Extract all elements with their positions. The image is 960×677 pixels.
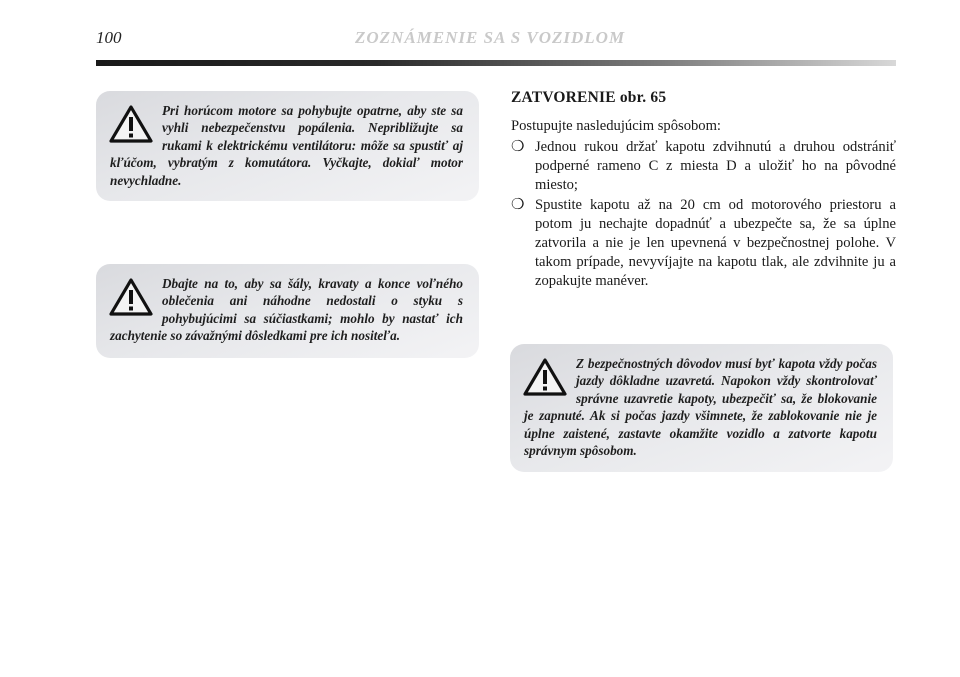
warning-box-hood-locked [510,344,893,472]
warning-text: Z bezpečnostných dôvodov musí byť kapota vždy počas jazdy dôkladne uzavretá. Napokon vždy skontrolovať správne uzavretie kapoty, ubezpečiť sa, že blokovanie je zapnuté. Ak si počas jazdy všimnete, že zablokovanie nie je úplne zaistené, zastavte okamžite vozidlo a zatvorte kapotu správnym spôsobom. [524,356,877,459]
section-title: ZOZNÁMENIE SA S VOZIDLOM [355,28,626,47]
page-number: 100 [96,28,122,47]
list-item [511,196,896,291]
warning-box-loose-clothing [96,264,479,358]
closing-intro: Postupujte nasledujúcim spôsobom: [511,118,721,134]
warning-text: Dbajte na to, aby sa šály, kravaty a konce voľného oblečenia ani náhodne nedostali o styku s pohybujúcimi sa súčiastkami; mohlo by nastať ich zachytenie so závažnými dôsledkami pre ich nositeľa. [110,276,463,344]
step-text: Spustite kapotu až na 20 cm od motorového priestoru a potom ju nechajte dopadnúť a ubezpečte sa, že sa úplne zatvorila a nie je len upevnená v bezpečnostnej polohe. V takom prípade, nevyvíjajte na kapotu tlak, ale zdvihnite ju a zopakujte manéver. [535,197,896,289]
warning-triangle-icon [522,357,568,401]
header-rule [96,60,896,66]
bullet-circle-icon: ❍ [511,139,525,155]
warning-box-hot-engine [96,91,479,201]
closing-steps [511,138,896,291]
warning-text: Pri horúcom motore sa pohybujte opatrne, aby ste sa vyhli nebezpečenstvu popálenia. Nepribližujte sa rukami k elektrickému ventilátoru: môže sa spustiť aj kľúčom, vybratým z komutátora. Vyčkajte, dokiaľ motor nevychladne. [110,103,463,188]
closing-title: ZATVORENIE obr. 65 [511,89,667,106]
closing-section [511,88,896,292]
warning-triangle-icon [108,277,154,321]
warning-triangle-icon [108,104,154,148]
step-text: Jednou rukou držať kapotu zdvihnutú a druhou odstrániť podperné rameno C z miesta D a uložiť ho na pôvodné miesto; [535,139,896,193]
list-item [511,138,896,195]
bullet-circle-icon: ❍ [511,197,525,213]
